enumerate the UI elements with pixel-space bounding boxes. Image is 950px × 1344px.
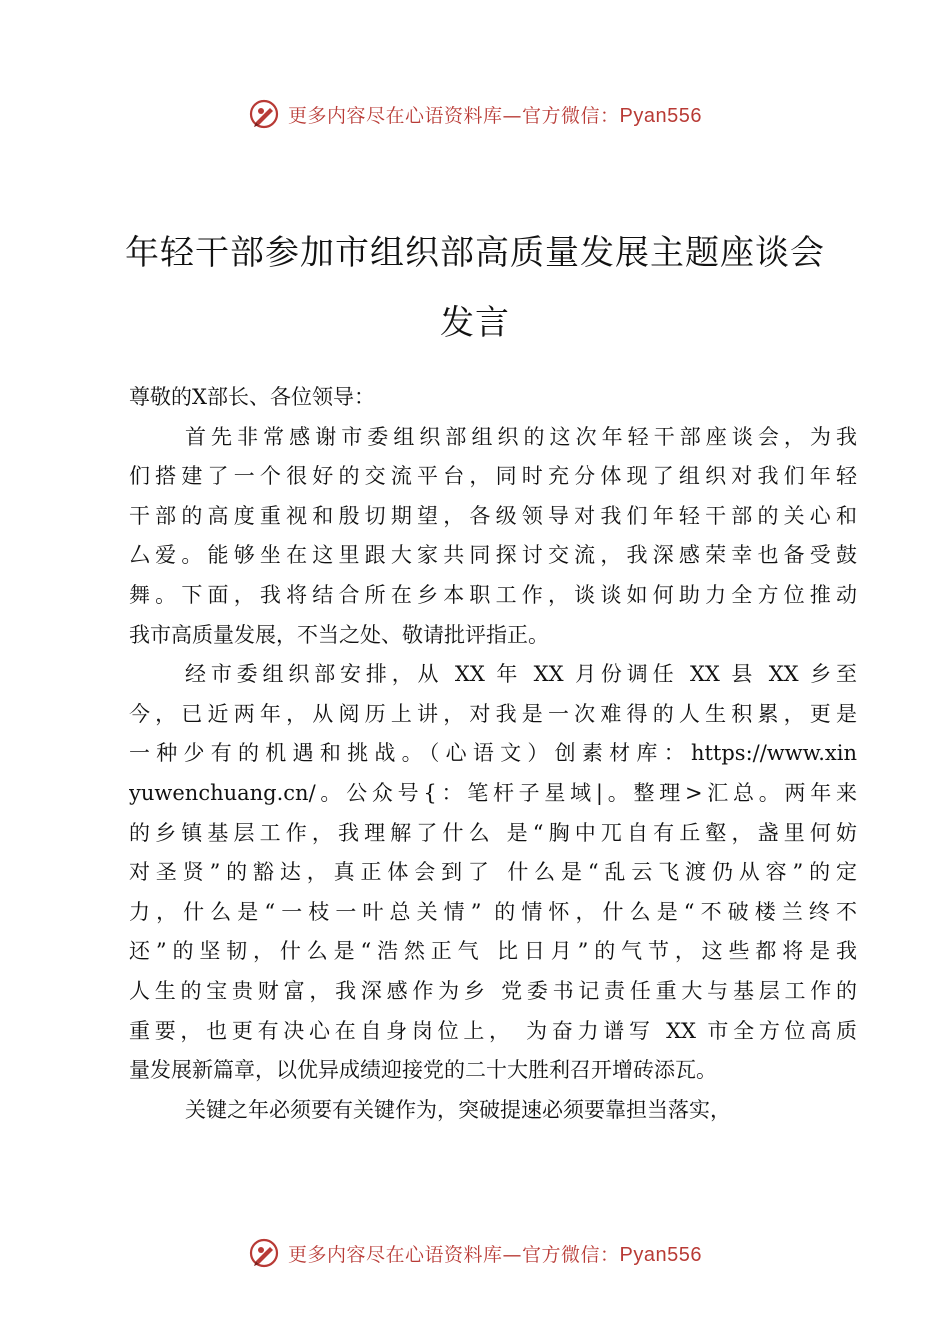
body-line: 重要，也更有决心在自身岗位上， 为奋力谱写 XX 市全方位高质 xyxy=(129,1018,857,1043)
footer-wechat-id: Pyan556 xyxy=(619,1243,702,1266)
title-line-2: 发言 xyxy=(440,303,510,343)
body-line: 们搭建了一个很好的交流平台，同时充分体现了组织对我们年轻 xyxy=(129,464,857,489)
body-line: 力，什么是“一枝一叶总关情” 的情怀，什么是“不破楼兰终不 xyxy=(129,899,857,924)
document-title xyxy=(100,218,850,358)
body-line: 人生的宝贵财富，我深感作为乡 党委书记责任重大与基层工作的 xyxy=(129,978,857,1003)
pen-logo-icon xyxy=(248,1237,280,1269)
pen-logo-icon xyxy=(248,98,280,130)
header-banner-text: 更多内容尽在心语资料库—官方微信：Pyan556 xyxy=(288,104,702,127)
body-line: 的乡镇基层工作，我理解了什么 是“胸中兀自有丘壑，盏里何妨 xyxy=(129,820,857,845)
body-line: 量发展新篇章，以优异成绩迎接党的二十大胜利召开增砖添瓦。 xyxy=(129,1058,717,1083)
body-line: 对圣贤”的豁达，真正体会到了 什么是“乱云飞渡仍从容”的定 xyxy=(129,860,857,885)
body-line: 一种少有的机遇和挑战。（心语文）创素材库：https://www.xin xyxy=(129,741,857,766)
body-line: 舞。下面，我将结合所在乡本职工作，谈谈如何助力全方位推动 xyxy=(129,582,857,607)
body-line: 我市高质量发展，不当之处、敬请批评指正。 xyxy=(129,622,549,647)
document-body xyxy=(129,378,857,1130)
body-line: 还”的坚韧，什么是“浩然正气 比日月”的气节，这些都将是我 xyxy=(129,939,857,964)
footer-banner-text: 更多内容尽在心语资料库—官方微信：Pyan556 xyxy=(288,1243,702,1266)
body-line: 关键之年必须要有关键作为，突破提速必须要靠担当落实， xyxy=(185,1097,731,1122)
footer-banner xyxy=(0,1233,950,1273)
body-line: yuwenchuang.cn/。公众号{：笔杆子星域|。整理>汇总。两年来 xyxy=(129,780,857,805)
header-wechat-id: Pyan556 xyxy=(619,104,702,127)
body-line: 经市委组织部安排，从 XX 年 XX 月份调任 XX 县 XX 乡至 xyxy=(185,662,857,687)
body-line: 首先非常感谢市委组织部组织的这次年轻干部座谈会，为我 xyxy=(185,424,857,449)
body-line: 干部的高度重视和殷切期望，各级领导对我们年轻干部的关心和 xyxy=(129,503,857,528)
salutation: 尊敬的X部长、各位领导： xyxy=(129,385,375,409)
header-banner xyxy=(0,94,950,134)
body-line: 厶爱。能够坐在这里跟大家共同探讨交流，我深感荣幸也备受鼓 xyxy=(129,543,857,568)
title-line-1: 年轻干部参加市组织部高质量发展主题座谈会 xyxy=(125,233,825,273)
body-line: 今，已近两年，从阅历上讲，对我是一次难得的人生积累，更是 xyxy=(129,701,857,726)
